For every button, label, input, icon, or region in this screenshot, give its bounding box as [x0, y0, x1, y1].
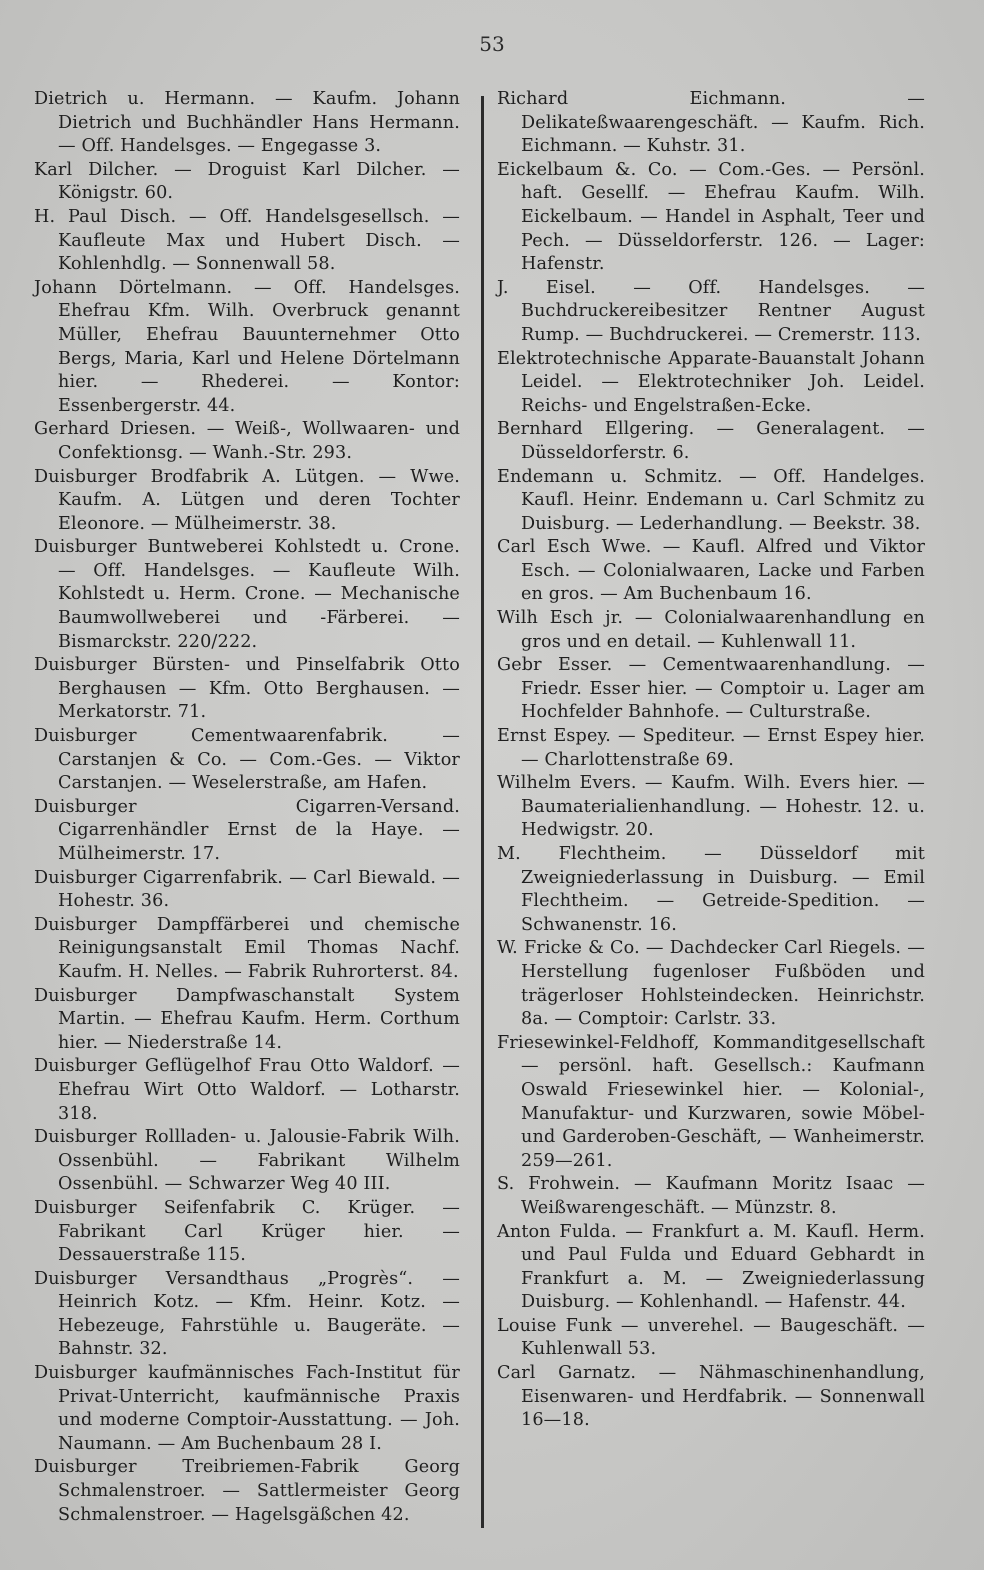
directory-entry: Duisburger Bürsten- und Pinselfabrik Otto Berghausen — Kfm. Otto Berghausen. — Merkatorstr. 71. — [34, 655, 460, 723]
directory-entry: Louise Funk — unverehel. — Baugeschäft. — Kuhlenwall 53. — [497, 1315, 925, 1360]
directory-entry: Duisburger kaufmännisches Fach-Institut für Privat-Unterricht, kaufmännische Praxis und moderne Comptoir-Ausstattung. — Joh. Naumann. — Am Buchenbaum 28 I. — [34, 1363, 460, 1454]
directory-entry: Duisburger Cigarrenfabrik. — Carl Biewald. — Hohestr. 36. — [34, 867, 460, 912]
directory-entry: Duisburger Versandthaus „Progrès“. — Heinrich Kotz. — Kfm. Heinr. Kotz. — Hebezeuge, Fahrstühle u. Baugeräte. — Bahnstr. 32. — [34, 1268, 460, 1360]
directory-entry: Duisburger Buntweberei Kohlstedt u. Crone. — Off. Handelsges. — Kaufleute Wilh. Kohlstedt u. Herm. Crone. — Mechanische Baumwollweberei und -Färberei. — Bismarckstr. 220/222. — [34, 537, 460, 652]
directory-entry: S. Frohwein. — Kaufmann Moritz Isaac — Weißwarengeschäft. — Münzstr. 8. — [497, 1174, 925, 1218]
directory-entry: Anton Fulda. — Frankfurt a. M. Kaufl. Herm. und Paul Fulda und Eduard Gebhardt in Frankfurt a. M. — Zweigniederlassung Duisburg. — Kohlenhandl. — Hafenstr. 44. — [497, 1221, 925, 1313]
directory-entry: Bernhard Ellgering. — Generalagent. — Düsseldorferstr. 6. — [497, 419, 925, 463]
directory-entry: Dietrich u. Hermann. — Kaufm. Johann Dietrich und Buchhändler Hans Hermann. — Off. Handelsges. — Engegasse 3. — [34, 89, 460, 157]
directory-entry: Wilh Esch jr. — Colonialwaarenhandlung en gros und en detail. — Kuhlenwall 11. — [497, 608, 925, 652]
left-column — [34, 88, 460, 1527]
right-column — [497, 88, 925, 1433]
directory-entry: Gebr Esser. — Cementwaarenhandlung. — Friedr. Esser hier. — Comptoir u. Lager am Hochfelder Bahnhofe. — Culturstraße. — [497, 655, 925, 723]
page-number: 53 — [479, 32, 505, 56]
directory-entry: Duisburger Rollladen- u. Jalousie-Fabrik Wilh. Ossenbühl. — Fabrikant Wilhelm Ossenbühl. — Schwarzer Weg 40 III. — [34, 1127, 460, 1195]
directory-entry: Johann Dörtelmann. — Off. Handelsges. Ehefrau Kfm. Wilh. Overbruck genannt Müller, Ehefrau Bauunternehmer Otto Bergs, Maria, Karl und Helene Dörtelmann hier. — Rhederei. — Kontor: Essenbergerstr. 44. — [34, 277, 460, 416]
directory-entry: Duisburger Dampffärberei und chemische Reinigungsanstalt Emil Thomas Nachf. Kaufm. H. Nelles. — Fabrik Ruhrorterst. 84. — [34, 914, 460, 982]
directory-entry: Endemann u. Schmitz. — Off. Handelges. Kaufl. Heinr. Endemann u. Carl Schmitz zu Duisburg. — Lederhandlung. — Beekstr. 38. — [497, 466, 925, 534]
column-divider — [481, 96, 484, 1528]
directory-entry: Duisburger Cigarren-Versand. Cigarrenhändler Ernst de la Haye. — Mülheimerstr. 17. — [34, 796, 460, 864]
directory-entry: Carl Garnatz. — Nähmaschinenhandlung, Eisenwaren- und Herdfabrik. — Sonnenwall 16—18. — [497, 1363, 925, 1431]
directory-entry: Duisburger Treibriemen-Fabrik Georg Schmalenstroer. — Sattlermeister Georg Schmalenstroer. — Hagelsgäßchen 42. — [34, 1457, 460, 1525]
directory-entry: Carl Esch Wwe. — Kaufl. Alfred und Viktor Esch. — Colonialwaaren, Lacke und Farben en gros. — Am Buchenbaum 16. — [497, 537, 925, 605]
directory-entry: Eickelbaum &. Co. — Com.-Ges. — Persönl. haft. Gesellf. — Ehefrau Kaufm. Wilh. Eickelbaum. — Handel in Asphalt, Teer und Pech. — Düsseldorferstr. 126. — Lager: Hafenstr. — [497, 159, 925, 275]
directory-entry: Duisburger Cementwaarenfabrik. — Carstanjen & Co. — Com.-Ges. — Viktor Carstanjen. — Weselerstraße, am Hafen. — [34, 726, 460, 794]
directory-entry: Elektrotechnische Apparate-Bauanstalt Johann Leidel. — Elektrotechniker Joh. Leidel. Reichs- und Engelstraßen-Ecke. — [497, 348, 925, 416]
directory-entry: Ernst Espey. — Spediteur. — Ernst Espey hier. — Charlottenstraße 69. — [497, 726, 925, 770]
directory-entry: Gerhard Driesen. — Weiß-, Wollwaaren- und Confektionsg. — Wanh.-Str. 293. — [34, 419, 460, 463]
directory-entry: Karl Dilcher. — Droguist Karl Dilcher. — Königstr. 60. — [34, 159, 460, 204]
directory-entry: Wilhelm Evers. — Kaufm. Wilh. Evers hier. — Baumaterialienhandlung. — Hohestr. 12. u. Hedwigstr. 20. — [497, 773, 925, 841]
directory-entry: H. Paul Disch. — Off. Handelsgesellsch. — Kaufleute Max und Hubert Disch. — Kohlenhdlg. — Sonnenwall 58. — [34, 206, 460, 275]
directory-entry: Richard Eichmann. — Delikateßwaarengeschäft. — Kaufm. Rich. Eichmann. — Kuhstr. 31. — [497, 89, 925, 157]
directory-entry: W. Fricke & Co. — Dachdecker Carl Riegels. — Herstellung fugenloser Fußböden und trägerloser Hohlsteindecken. Heinrichstr. 8a. — Comptoir: Carlstr. 33. — [497, 938, 925, 1030]
directory-entry: M. Flechtheim. — Düsseldorf mit Zweigniederlassung in Duisburg. — Emil Flechtheim. — Getreide-Spedition. — Schwanenstr. 16. — [497, 844, 925, 935]
directory-entry: Duisburger Seifenfabrik C. Krüger. — Fabrikant Carl Krüger hier. — Dessauerstraße 115. — [34, 1197, 460, 1266]
directory-entry: Duisburger Dampfwaschanstalt System Martin. — Ehefrau Kaufm. Herm. Corthum hier. — Niederstraße 14. — [34, 985, 460, 1053]
directory-entry: Duisburger Geflügelhof Frau Otto Waldorf. — Ehefrau Wirt Otto Waldorf. — Lotharstr. 318. — [34, 1056, 460, 1124]
directory-entry: Friesewinkel-Feldhoff, Kommanditgesellschaft — persönl. haft. Gesellsch.: Kaufmann Oswald Friesewinkel hier. — Kolonial-, Manufaktur- und Kurzwaren, sowie Möbel- und Garderoben-Geschäft, — Wanheimerstr. 259—261. — [497, 1032, 925, 1171]
directory-entry: Duisburger Brodfabrik A. Lütgen. — Wwe. Kaufm. A. Lütgen und deren Tochter Eleonore. — Mülheimerstr. 38. — [34, 466, 460, 534]
directory-entry: J. Eisel. — Off. Handelsges. — Buchdruckereibesitzer Rentner August Rump. — Buchdruckerei. — Cremerstr. 113. — [497, 277, 925, 345]
